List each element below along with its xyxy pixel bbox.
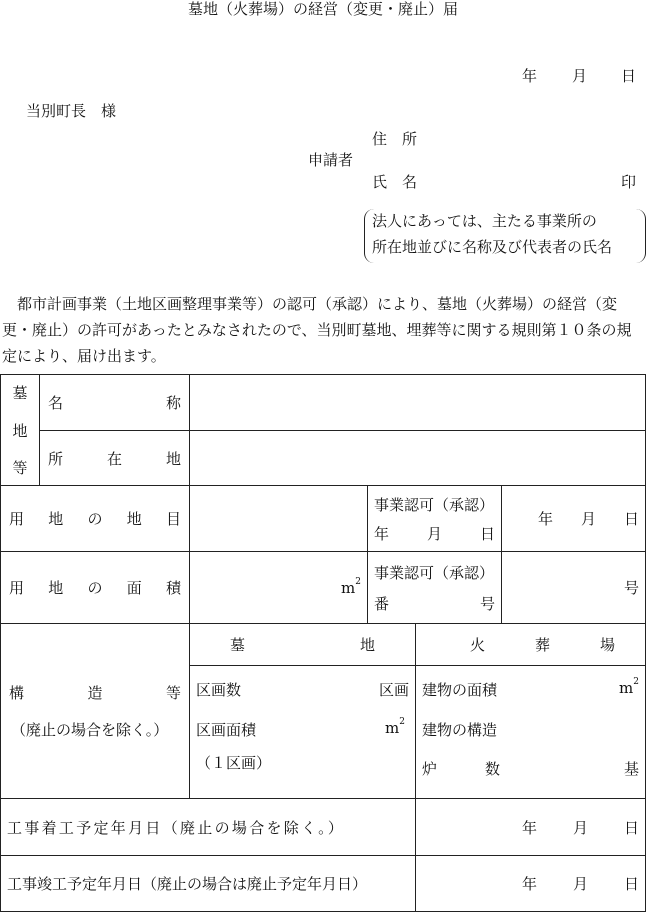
form-title: 墓地（火葬場）の経営（変更・廃止）届 <box>187 0 458 18</box>
date-year: 年 <box>522 67 538 85</box>
construction-completion-field[interactable]: 年 月 日 <box>416 856 646 912</box>
date-month: 月 <box>572 67 588 85</box>
notification-table <box>0 374 646 912</box>
cemetery-group-label: 墓 地 等 <box>1 375 40 486</box>
construction-completion-label: 工事竣工予定年月日（廃止の場合は廃止予定年月日） <box>1 856 416 912</box>
construction-start-label: 工事着工予定年月日（廃止の場合を除く。） <box>1 799 416 856</box>
cemetery-location-field[interactable] <box>190 431 646 486</box>
cemetery-name-field[interactable] <box>190 375 646 431</box>
structure-label: 構 造 等 （廃止の場合を除く。） <box>1 624 190 799</box>
name-label: 氏 名 <box>372 173 418 191</box>
cemetery-name-label: 名 称 <box>40 375 190 431</box>
applicant-label: 申請者 <box>308 151 354 169</box>
cemetery-column-header: 墓 地 <box>190 624 416 666</box>
land-area-label: 用 地 の 面 積 <box>1 552 190 624</box>
representative-note-line2: 所在地並びに名称及び代表者の氏名 <box>372 238 613 256</box>
land-category-label: 用 地 の 地 目 <box>1 486 190 552</box>
date-day: 日 <box>621 67 637 85</box>
land-area-field[interactable]: $m^2$ <box>190 552 368 624</box>
address-label: 住 所 <box>372 130 418 148</box>
representative-note-line1: 法人にあっては、主たる事業所の <box>372 212 597 230</box>
seal-mark: 印 <box>621 173 637 191</box>
land-category-field[interactable] <box>190 486 368 552</box>
approval-number-label: 事業認可（承認） 番 号 <box>368 552 502 624</box>
addressee: 当別町長 様 <box>26 102 117 120</box>
crematorium-column-header: 火 葬 場 <box>416 624 646 666</box>
building-area-field[interactable]: 建物の面積 $m^2$ <box>416 666 646 713</box>
plot-area-field[interactable]: 区画面積 $m^2$ （１区画） <box>190 713 416 799</box>
cemetery-location-label: 所 在 地 <box>40 431 190 486</box>
notification-body: 都市計画事業（土地区画整理事業等）の認可（承認）により、墓地（火葬場）の経営（変更・廃止）の許可があったとみなされたので、当別町墓地、埋葬等に関する規則第１０条の規定により、届け出ます。 <box>2 295 632 365</box>
approval-number-field[interactable]: 号 <box>502 552 646 624</box>
approval-date-label: 事業認可（承認） 年 月 日 <box>368 486 502 552</box>
approval-date-field[interactable]: 年 月 日 <box>502 486 646 552</box>
construction-start-field[interactable]: 年 月 日 <box>416 799 646 856</box>
plots-field[interactable]: 区画数 区画 <box>190 666 416 713</box>
crematorium-detail-field[interactable]: 建物の構造 炉 数 基 <box>416 713 646 799</box>
